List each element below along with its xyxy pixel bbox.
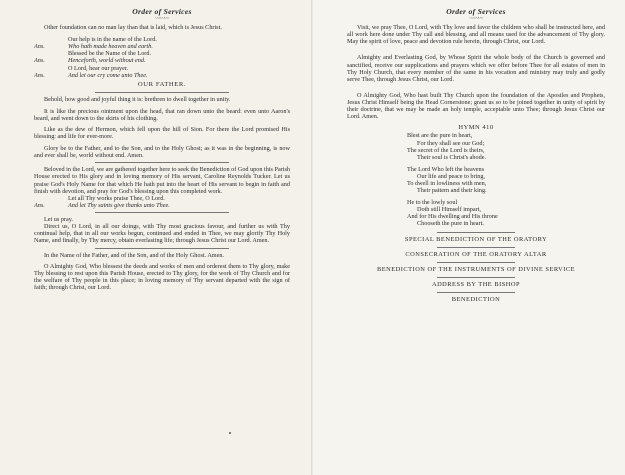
section-heading: CONSECRATION OF THE ORATORY ALTAR (405, 250, 547, 258)
hymn-title: HYMN 410 (458, 124, 494, 132)
divider-rule (95, 212, 228, 213)
paragraph: It is like the precious ointment upon the head, that ran down unto the beard: even unto Aaron's beard, and went down to the skirts of his clothing. (34, 107, 290, 122)
section-heading: SPECIAL BENEDICTION OF THE ORATORY (404, 235, 548, 243)
paragraph: O Almighty God, Who hast built Thy Church upon the foundation of the Apostles and Prophets, Jesus Christ Himself being the Head Cornerstone; grant us so to be joined together in unity of spirit by their doctrine, that we may be made an holy temple, acceptable unto Thee; through Jesus Christ our Lord. Amen. (347, 92, 605, 121)
response: Ans. And let Thy saints give thanks unto Thee. (34, 201, 170, 209)
divider-rule (95, 92, 228, 93)
section-heading: BENEDICTION (451, 295, 501, 303)
versicle: Blessed be the Name of the Lord. (68, 50, 151, 58)
ornament-divider: 〰〰〰 (155, 17, 169, 22)
divider-rule (437, 247, 514, 248)
paragraph: O Almighty God, Who blessest the deeds and works of men and orderest them to Thy glory, make Thy blessing to rest upon this Parish House, erected to Thy glory, for the work of Thy Church and for the welfare of Thy people in this place; in loving memory of Thy servant departed with the sign of faith; through Christ, our Lord. (34, 263, 290, 292)
divider-rule (437, 292, 514, 293)
right-page (313, 0, 625, 475)
hymn-stanza: He to the lowly soul Doth still Himself impart, And for His dwelling and His throne Chooseth the pure in heart. (407, 198, 498, 228)
section-heading: BENEDICTION OF THE INSTRUMENTS OF DIVINE SERVICE (376, 265, 576, 273)
response: Ans. Who hath made heaven and earth. (34, 42, 153, 50)
versicle: O Lord, hear our prayer. (68, 64, 129, 72)
section-title: OUR FATHER. (137, 80, 187, 88)
versicles (34, 36, 290, 79)
versicle: Our help is in the name of the Lord. (68, 35, 157, 43)
divider-rule (437, 277, 514, 278)
section-heading: ADDRESS BY THE BISHOP (431, 280, 521, 288)
paragraph: Like as the dew of Hermon, which fell upon the hill of Sion. For there the Lord promised His blessing: and life for ever-more. (34, 126, 290, 141)
ornament-divider: 〰〰〰 (469, 17, 483, 22)
versicle: Let all Thy works praise Thee, O Lord. (68, 194, 165, 202)
paragraph: Beloved in the Lord, we are gathered together here to seek the Benediction of God upon this Parish House erected to His glory and in loving memory of His servant, Caroline Reynolds Tucker. Let us praise God's Holy Name for that which He hath put into the heart of His servant to begin in faith and finish with devotion, and pray for God's blessing upon this completed work. (34, 166, 290, 195)
left-page (0, 0, 312, 475)
paragraph: Let us pray. (44, 216, 73, 224)
divider-rule (437, 262, 514, 263)
divider-rule (437, 232, 514, 233)
paragraph: In the Name of the Father, and of the Son, and of the Holy Ghost. Amen. (44, 251, 225, 259)
hymn-stanza: Blest are the pure in heart, For they shall see our God; The secret of the Lord is theirs, Their soul is Christ's abode. (407, 132, 486, 161)
divider-rule (95, 162, 228, 163)
response: Ans. Henceforth, world without end. (34, 57, 146, 65)
divider-rule (95, 248, 228, 249)
paragraph: Direct us, O Lord, in all our doings, with Thy most gracious favour, and further us with Thy continual help, that in all our works begun, continued and ended in Thee, we may glorify Thy Holy Name, and finally, by Thy mercy, obtain everlasting life; through Jesus Christ our Lord. Amen. (34, 223, 290, 245)
paragraph: Other foundation can no man lay than that is laid, which is Jesus Christ. (44, 24, 222, 31)
paragraph: Visit, we pray Thee, O Lord, with Thy love and favor the children who shall be instructed here, and all work here done under Thy call and blessing, and all means used for the advancement of Thy glory. May the spirit of love, peace and devotion rule herein, through Christ, our Lord. (347, 24, 605, 46)
print-speck (229, 432, 231, 434)
paragraph: Glory be to the Father, and to the Son, and to the Holy Ghost; as it was in the beginning, is now and ever shall be, world without end. Amen. (34, 145, 290, 160)
page-header: Order of Services (132, 7, 192, 16)
paragraph: Behold, how good and joyful thing it is: brethren to dwell together in unity. (44, 95, 231, 103)
response: Ans. And let our cry come unto Thee. (34, 71, 148, 79)
page-header: Order of Services (446, 7, 506, 16)
paragraph: Almighty and Everlasting God, by Whose Spirit the whole body of the Church is governed and sanctified, receive our supplications and prayers which we offer before Thee for all estates of men in Thy Holy Church, that every member of the same in his vocation and ministry may truly and godly serve Thee, through Jesus Christ, our Lord. (347, 54, 605, 83)
hymn-stanza: The Lord Who left the heavens Our life and peace to bring, To dwell in lowliness with men, Their pattern and their king. (407, 165, 487, 194)
